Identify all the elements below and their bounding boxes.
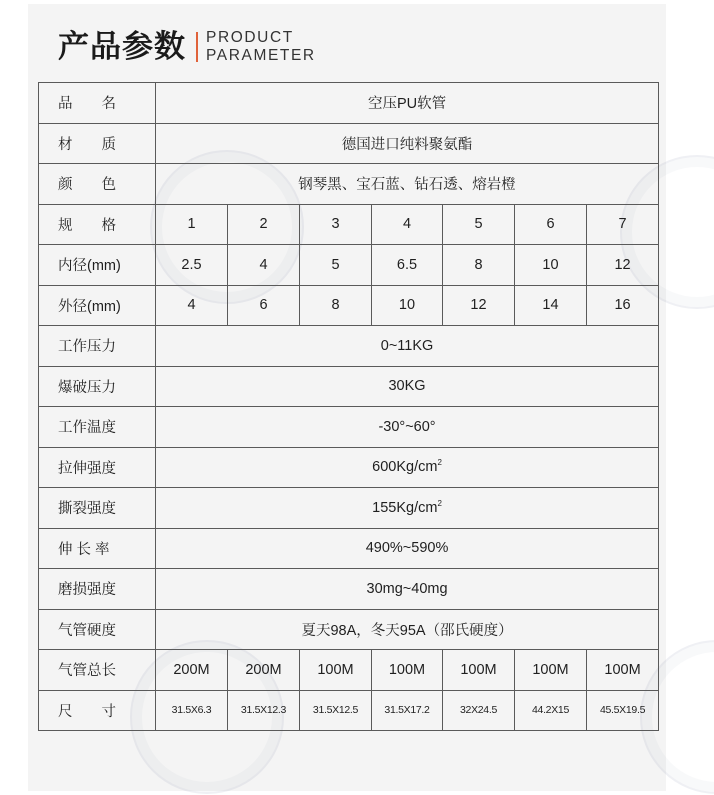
table-cell: 5 — [300, 245, 372, 286]
table-row-name — [39, 83, 659, 124]
table-cell: 100M — [300, 650, 372, 691]
table-row-total-length — [39, 650, 659, 691]
table-cell: 45.5X19.5 — [587, 690, 659, 731]
table-row-material — [39, 123, 659, 164]
table-cell: 12 — [587, 245, 659, 286]
table-row-inner-diameter — [39, 245, 659, 286]
table-cell: 16 — [587, 285, 659, 326]
row-label: 伸 长 率 — [39, 528, 156, 569]
table-cell: 31.5X12.5 — [300, 690, 372, 731]
table-cell: 3 — [300, 204, 372, 245]
value-text: 600Kg/cm — [372, 459, 438, 476]
row-value: 0~11KG — [156, 326, 659, 367]
row-value: 夏天98A，冬天95A（邵氏硬度） — [156, 609, 659, 650]
table-row-tensile-strength — [39, 447, 659, 488]
table-cell: 10 — [372, 285, 443, 326]
table-row-tear-strength — [39, 488, 659, 529]
value-text: 155Kg/cm — [372, 499, 438, 516]
table-cell: 14 — [515, 285, 587, 326]
table-row-hardness — [39, 609, 659, 650]
table-cell: 31.5X6.3 — [156, 690, 228, 731]
table-cell: 31.5X17.2 — [372, 690, 443, 731]
table-cell: 200M — [228, 650, 300, 691]
row-value: 30mg~40mg — [156, 569, 659, 610]
row-label: 外径(mm) — [39, 285, 156, 326]
table-cell: 6 — [228, 285, 300, 326]
table-cell: 32X24.5 — [443, 690, 515, 731]
row-value: 空压PU软管 — [156, 83, 659, 124]
row-label: 气管总长 — [39, 650, 156, 691]
table-cell: 7 — [587, 204, 659, 245]
row-label: 爆破压力 — [39, 366, 156, 407]
table-row-working-pressure — [39, 326, 659, 367]
table-row-outer-diameter — [39, 285, 659, 326]
row-value: 德国进口纯料聚氨酯 — [156, 123, 659, 164]
row-value: 30KG — [156, 366, 659, 407]
table-cell: 8 — [443, 245, 515, 286]
table-cell: 100M — [587, 650, 659, 691]
subtitle-line-2: PARAMETER — [206, 47, 316, 64]
page-title: 产品参数 — [58, 29, 186, 65]
table-cell: 4 — [228, 245, 300, 286]
table-cell: 12 — [443, 285, 515, 326]
row-value: -30°~60° — [156, 407, 659, 448]
table-row-spec — [39, 204, 659, 245]
row-label: 撕裂强度 — [39, 488, 156, 529]
superscript: 2 — [437, 458, 442, 468]
row-value — [156, 488, 659, 529]
row-value: 490%~590% — [156, 528, 659, 569]
row-label: 气管硬度 — [39, 609, 156, 650]
table-row-burst-pressure — [39, 366, 659, 407]
row-label: 内径(mm) — [39, 245, 156, 286]
table-cell: 100M — [372, 650, 443, 691]
row-label: 工作温度 — [39, 407, 156, 448]
table-row-color — [39, 164, 659, 205]
table-cell: 4 — [156, 285, 228, 326]
table-row-size — [39, 690, 659, 731]
section-header — [58, 24, 316, 70]
table-cell: 2 — [228, 204, 300, 245]
row-label: 工作压力 — [39, 326, 156, 367]
table-cell: 1 — [156, 204, 228, 245]
row-value: 钢琴黑、宝石蓝、钻石透、熔岩橙 — [156, 164, 659, 205]
table-cell: 10 — [515, 245, 587, 286]
row-label: 品 名 — [39, 83, 156, 124]
row-label: 拉伸强度 — [39, 447, 156, 488]
table-cell: 31.5X12.3 — [228, 690, 300, 731]
row-label: 材 质 — [39, 123, 156, 164]
superscript: 2 — [437, 498, 442, 508]
title-divider — [196, 32, 198, 62]
table-cell: 2.5 — [156, 245, 228, 286]
parameter-table — [38, 82, 659, 731]
table-row-working-temp — [39, 407, 659, 448]
table-cell: 44.2X15 — [515, 690, 587, 731]
table-cell: 100M — [443, 650, 515, 691]
table-cell: 4 — [372, 204, 443, 245]
table-row-abrasion — [39, 569, 659, 610]
table-row-elongation — [39, 528, 659, 569]
page-subtitle — [206, 29, 316, 65]
row-label: 尺 寸 — [39, 690, 156, 731]
table-cell: 200M — [156, 650, 228, 691]
table-cell: 100M — [515, 650, 587, 691]
table-cell: 8 — [300, 285, 372, 326]
table-cell: 6 — [515, 204, 587, 245]
subtitle-line-1: PRODUCT — [206, 29, 294, 46]
row-label: 颜 色 — [39, 164, 156, 205]
row-value — [156, 447, 659, 488]
row-label: 磨损强度 — [39, 569, 156, 610]
table-cell: 6.5 — [372, 245, 443, 286]
row-label: 规 格 — [39, 204, 156, 245]
table-cell: 5 — [443, 204, 515, 245]
